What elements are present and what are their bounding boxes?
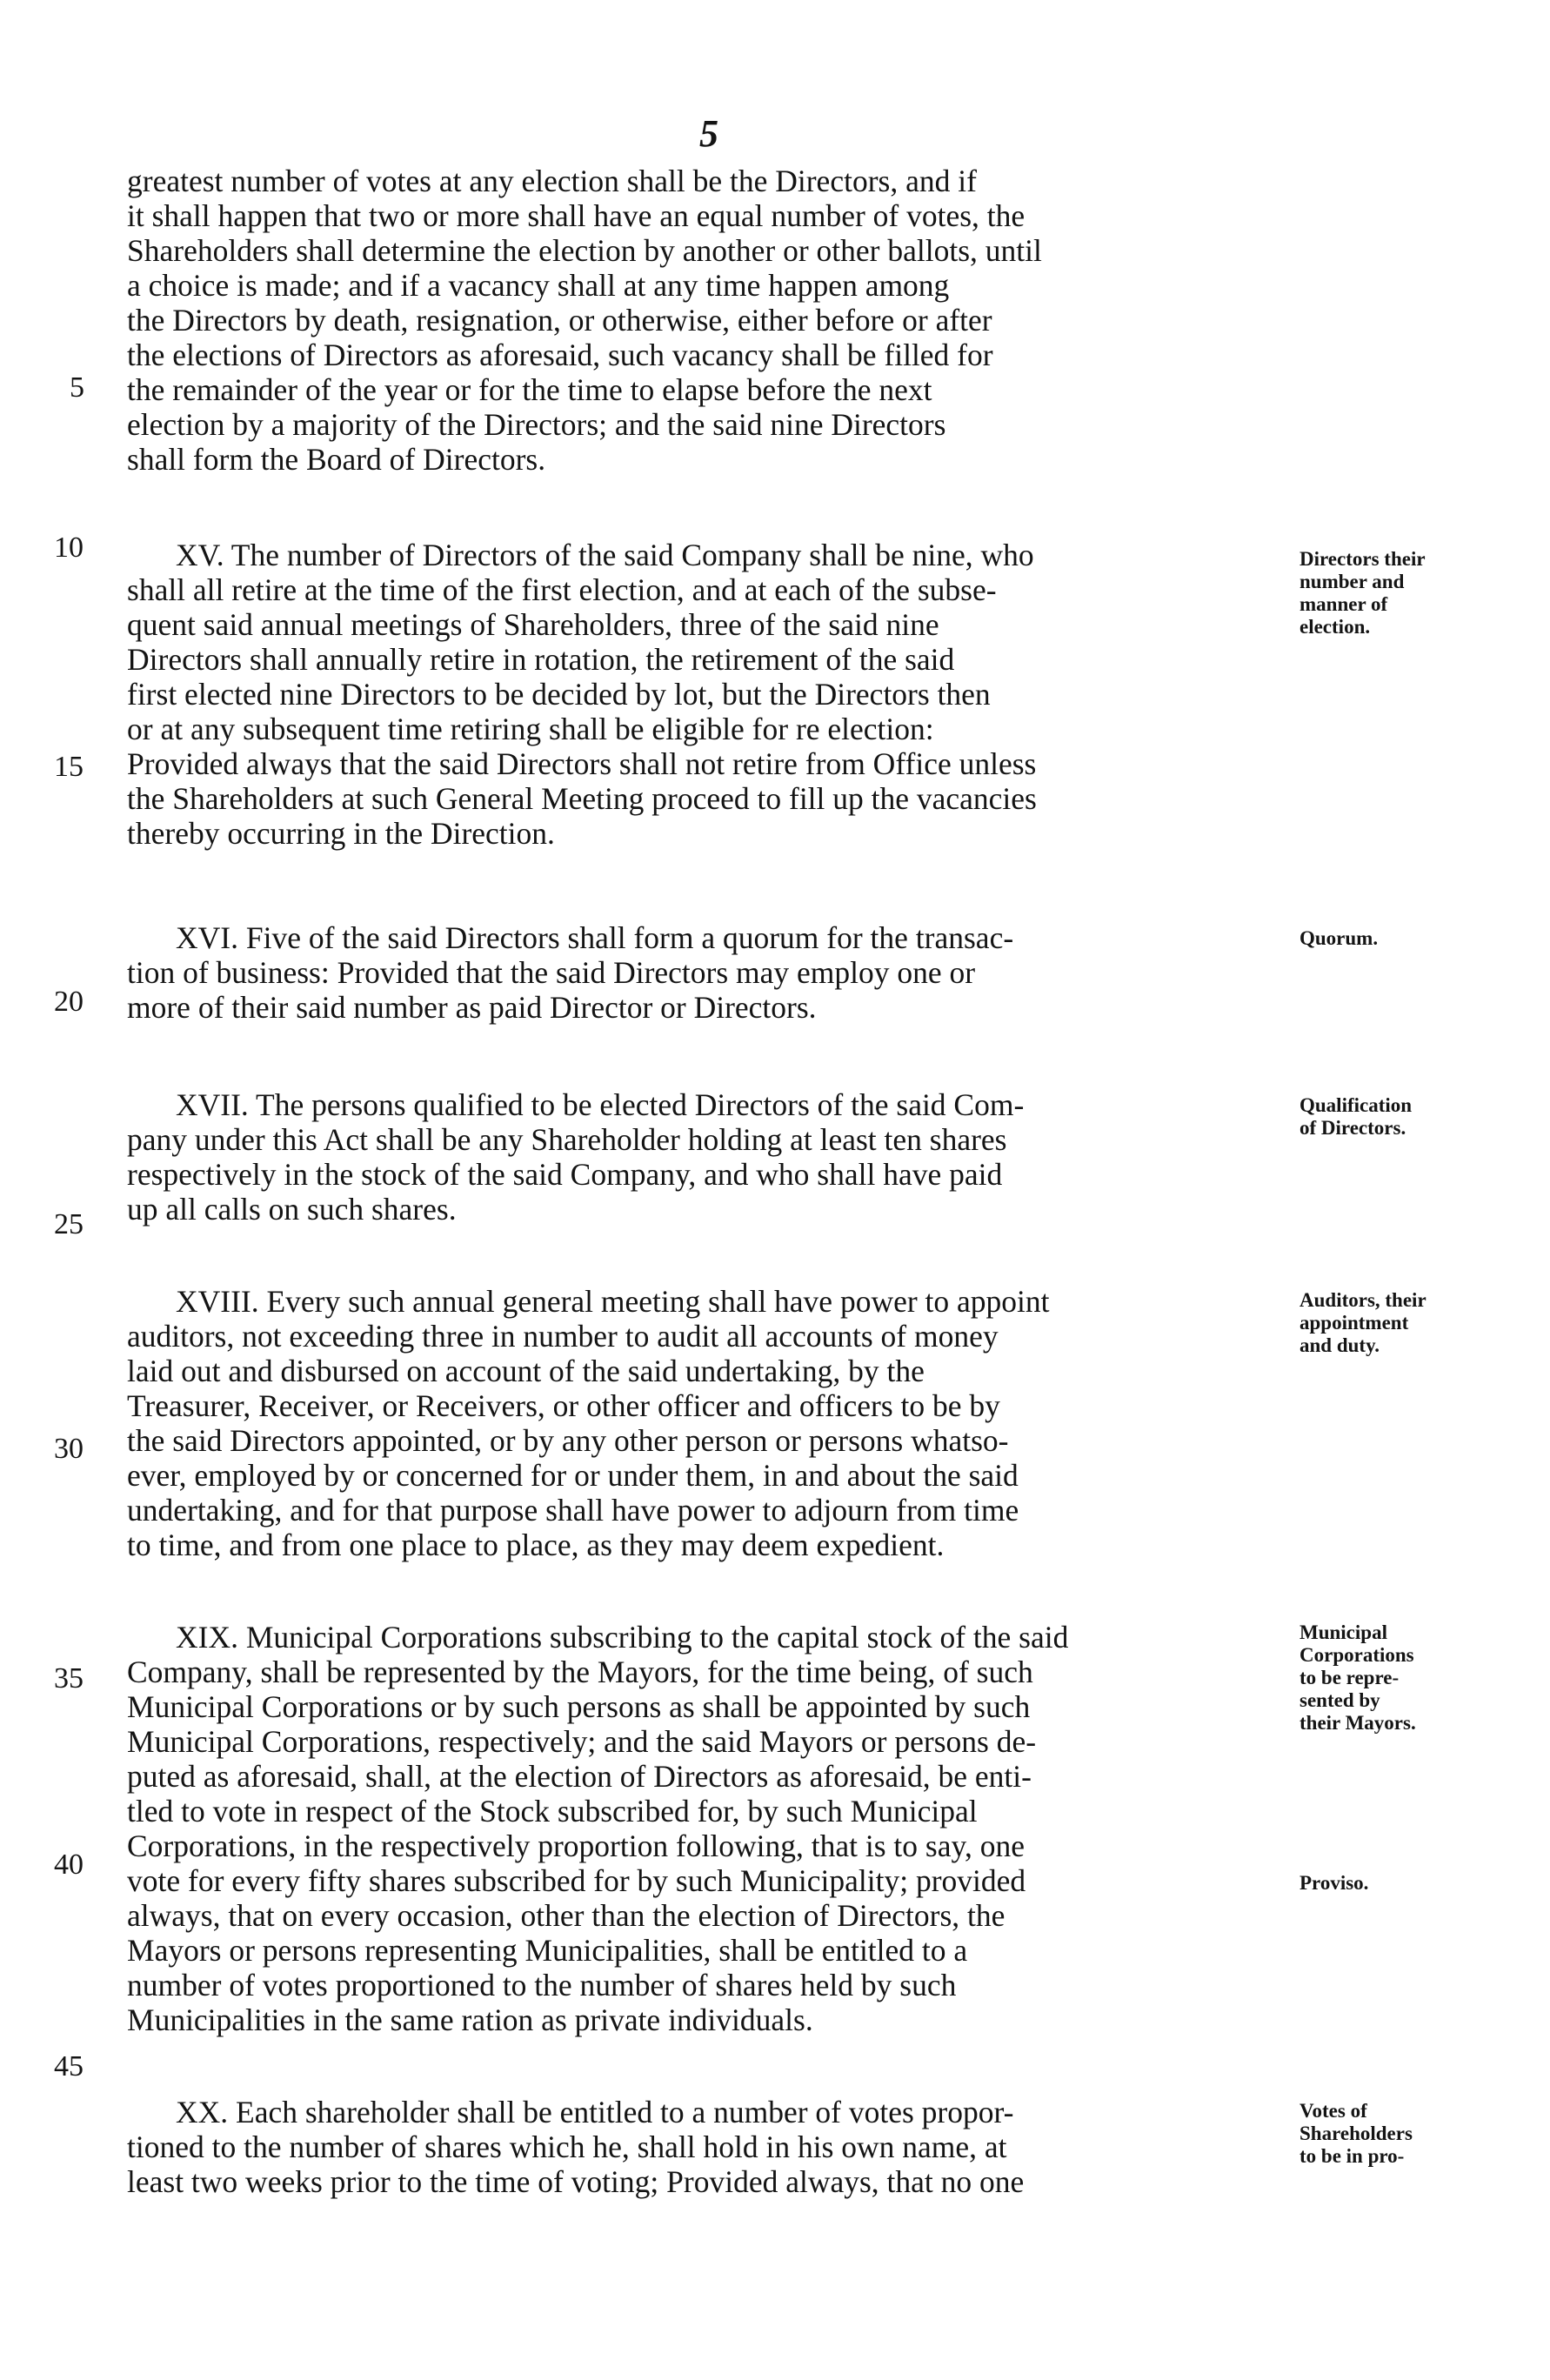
line-number: 45 (54, 2050, 84, 2082)
line-number: 5 (70, 371, 84, 404)
line-number: 25 (54, 1208, 84, 1240)
text-line: Corporations, in the respectively proportion following, that is to say, one (127, 1828, 1025, 1863)
text-line: laid out and disbursed on account of the said undertaking, by the (127, 1354, 925, 1388)
text-line: XVI. Five of the said Directors shall form a quorum for the transac- (176, 920, 1014, 955)
text-line: a choice is made; and if a vacancy shall at any time happen among (127, 268, 950, 303)
margin-note-line: Qualification (1299, 1094, 1413, 1116)
text-line: quent said annual meetings of Shareholders, three of the said nine (127, 607, 939, 642)
text-line: the remainder of the year or for the time to elapse before the next (127, 372, 932, 407)
text-line: first elected nine Directors to be decided by lot, but the Directors then (127, 677, 991, 712)
text-line: the said Directors appointed, or by any other person or persons whatso- (127, 1423, 1009, 1458)
text-line: the elections of Directors as aforesaid, such vacancy shall be filled for (127, 338, 993, 372)
margin-note-line: Directors their (1299, 548, 1426, 570)
margin-note-line: election. (1299, 616, 1371, 638)
margin-note-line: and duty. (1299, 1334, 1380, 1356)
text-line: Company, shall be represented by the Mayors, for the time being, of such (127, 1655, 1033, 1689)
text-line: more of their said number as paid Director or Directors. (127, 990, 817, 1025)
text-line: up all calls on such shares. (127, 1192, 457, 1227)
text-line: XX. Each shareholder shall be entitled to a number of votes propor- (176, 2095, 1014, 2129)
margin-note-line: Proviso. (1299, 1872, 1369, 1894)
line-number: 20 (54, 986, 84, 1018)
margin-note-line: appointment (1299, 1312, 1409, 1334)
line-number: 10 (54, 531, 84, 564)
text-line: shall form the Board of Directors. (127, 442, 546, 477)
text-line: thereby occurring in the Direction. (127, 816, 555, 851)
text-line: election by a majority of the Directors; and the said nine Directors (127, 407, 946, 442)
line-number: 40 (54, 1849, 84, 1881)
text-line: Municipalities in the same ration as private individuals. (127, 2002, 813, 2037)
text-line: Municipal Corporations, respectively; and the said Mayors or persons de- (127, 1724, 1037, 1759)
text-line: XIX. Municipal Corporations subscribing to the capital stock of the said (176, 1620, 1069, 1655)
margin-note-line: of Directors. (1299, 1117, 1406, 1139)
margin-note-line: Corporations (1299, 1644, 1414, 1666)
text-line: shall all retire at the time of the first election, and at each of the subse- (127, 572, 997, 607)
margin-note-line: number and (1299, 571, 1405, 592)
text-line: auditors, not exceeding three in number to audit all accounts of money (127, 1319, 999, 1354)
margin-note-line: manner of (1299, 593, 1388, 615)
text-line: always, that on every occasion, other than the election of Directors, the (127, 1898, 1005, 1933)
text-line: Directors shall annually retire in rotation, the retirement of the said (127, 642, 955, 677)
text-line: greatest number of votes at any election shall be the Directors, and if (127, 164, 977, 198)
text-line: vote for every fifty shares subscribed for by such Municipality; provided (127, 1863, 1026, 1898)
text-line: Municipal Corporations or by such persons as shall be appointed by such (127, 1689, 1031, 1724)
margin-note-line: to be in pro- (1299, 2145, 1405, 2167)
text-line: ever, employed by or concerned for or under them, in and about the said (127, 1458, 1019, 1493)
text-line: respectively in the stock of the said Company, and who shall have paid (127, 1157, 1003, 1192)
text-line: puted as aforesaid, shall, at the election of Directors as aforesaid, be enti- (127, 1759, 1032, 1794)
text-line: least two weeks prior to the time of voting; Provided always, that no one (127, 2164, 1025, 2199)
margin-note-line: Quorum. (1299, 927, 1379, 949)
text-line: the Directors by death, resignation, or otherwise, either before or after (127, 303, 992, 338)
page-number: 5 (699, 112, 718, 155)
text-line: to time, and from one place to place, as they may deem expedient. (127, 1528, 945, 1562)
margin-note-line: Municipal (1299, 1621, 1387, 1643)
margin-note-line: Shareholders (1299, 2123, 1413, 2144)
line-number: 35 (54, 1662, 84, 1695)
text-line: Provided always that the said Directors shall not retire from Office unless (127, 746, 1037, 781)
margin-note-line: their Mayors. (1299, 1712, 1416, 1734)
text-line: tled to vote in respect of the Stock subscribed for, by such Municipal (127, 1794, 978, 1828)
text-line: XV. The number of Directors of the said Company shall be nine, who (176, 538, 1034, 572)
text-line: the Shareholders at such General Meeting proceed to fill up the vacancies (127, 781, 1037, 816)
text-line: XVII. The persons qualified to be elected Directors of the said Com- (176, 1087, 1025, 1122)
margin-note-line: to be repre- (1299, 1667, 1400, 1688)
text-line: undertaking, and for that purpose shall have power to adjourn from time (127, 1493, 1019, 1528)
text-line: it shall happen that two or more shall have an equal number of votes, the (127, 198, 1026, 233)
line-number: 15 (54, 751, 84, 783)
text-line: XVIII. Every such annual general meeting shall have power to appoint (176, 1284, 1050, 1319)
text-line: tion of business: Provided that the said Directors may employ one or (127, 955, 976, 990)
text-line: Shareholders shall determine the election by another or other ballots, until (127, 233, 1042, 268)
text-line: number of votes proportioned to the number of shares held by such (127, 1968, 957, 2002)
text-line: pany under this Act shall be any Shareholder holding at least ten shares (127, 1122, 1007, 1157)
text-line: or at any subsequent time retiring shall be eligible for re election: (127, 712, 934, 746)
text-line: Treasurer, Receiver, or Receivers, or other officer and officers to be by (127, 1388, 1000, 1423)
margin-note-line: Auditors, their (1299, 1289, 1426, 1311)
text-line: tioned to the number of shares which he, shall hold in his own name, at (127, 2129, 1007, 2164)
text-line: Mayors or persons representing Municipalities, shall be entitled to a (127, 1933, 968, 1968)
line-number: 30 (54, 1433, 84, 1465)
margin-note-line: sented by (1299, 1689, 1380, 1711)
margin-note-line: Votes of (1299, 2100, 1367, 2122)
